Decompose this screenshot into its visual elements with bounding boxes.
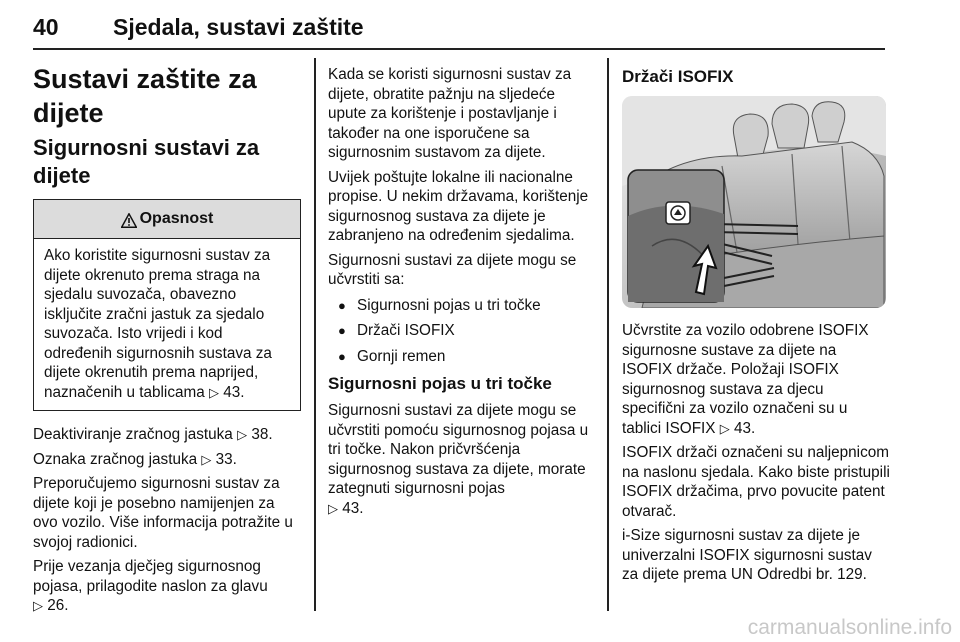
page-reference-link[interactable]: ▷ 43. — [208, 383, 245, 401]
warning-text: Ako koristite sigurnosni sustav za dijete okrenuto prema straga na sjedalu suvozača, obavezno isključite zračni jastuk za sjedalo suvozača. Isto vrijedi i kod određenih sigurnosnih sustava za dijete okrenutih prema naprijed, naznačenih u tablicama ▷ 43. — [44, 247, 272, 401]
section-heading: Sigurnosni sustavi za dijete — [33, 135, 260, 188]
paragraph: Sigurnosni sustavi za dijete mogu se učvrstiti sa: — [328, 251, 577, 288]
page-number: 40 — [33, 14, 59, 40]
reference-arrow-icon: ▷ — [208, 384, 219, 400]
subsection-heading: Sigurnosni pojas u tri točke — [328, 374, 552, 393]
reference-arrow-icon: ▷ — [33, 598, 43, 613]
fastening-list — [328, 296, 590, 367]
column-divider — [314, 58, 316, 611]
chapter-title: Sustavi zaštite za dijete — [33, 64, 257, 128]
reference-arrow-icon: ▷ — [719, 420, 730, 436]
paragraph: Preporučujemo sigurnosni sustav za dijete koji je posebno namijenjen za ovo vozilo. Više informacija potražite u svojoj radionici. — [33, 475, 293, 551]
warning-triangle-icon — [121, 213, 137, 228]
paragraph: Učvrstite za vozilo odobrene ISOFIX sigurnosne sustave za dijete na ISOFIX držače. Položaji ISOFIX sigurnosnog sustava za djecu specifični za vozilo označeni su u tablici ISOFIX ▷ 43. — [622, 322, 869, 437]
bullet-icon: ● — [338, 297, 346, 313]
warning-box — [33, 199, 301, 411]
section-title: Sjedala, sustavi zaštite — [113, 14, 364, 40]
reference-arrow-icon: ▷ — [328, 500, 338, 516]
list-item: ● Sigurnosni pojas u tri točke — [338, 296, 541, 314]
page-reference-link[interactable]: ▷ 33. — [201, 450, 237, 468]
list-item: ● Držači ISOFIX — [338, 322, 455, 339]
paragraph: i-Size sigurnosni sustav za dijete je univerzalni ISOFIX sigurnosni sustav za dijete prema UN Odredbi br. 129. — [622, 527, 872, 583]
paragraph: Kada se koristi sigurnosni sustav za dijete, obratite pažnju na sljedeće upute za korištenje i postavljanje i također na one isporučene sa sigurnosnim sustavom za dijete. — [328, 66, 572, 161]
warning-header — [34, 200, 300, 239]
paragraph: Uvijek poštujte lokalne ili nacionalne propise. U nekim državama, korištenje sigurnosnog sustava za dijete je zabranjeno na određenim sjedalima. — [328, 168, 589, 244]
column-1 — [33, 58, 301, 621]
watermark: carmanualsonline.info — [747, 616, 952, 639]
bullet-icon: ● — [338, 348, 346, 364]
paragraph: Deaktiviranje zračnog jastuka ▷ 38. — [33, 426, 273, 443]
paragraph: Prije vezanja dječjeg sigurnosnog pojasa, prilagodite naslon za glavu ▷ 26. — [33, 558, 268, 614]
paragraph: Sigurnosni sustavi za dijete mogu se učvrstiti pomoću sigurnosnog pojasa u tri točke. Nakon pričvršćenja sigurnosnog sustava za dijete, morate zategnuti sigurnosni pojas ▷ 43. — [328, 402, 589, 517]
bullet-icon: ● — [338, 323, 346, 338]
isofix-seat-illustration — [622, 96, 886, 308]
warning-title: Opasnost — [139, 210, 214, 227]
list-item: ● Gornji remen — [338, 347, 446, 365]
page-reference-link[interactable]: ▷ 26. — [33, 597, 69, 614]
subsection-heading: Držači ISOFIX — [622, 67, 734, 86]
column-divider — [607, 58, 609, 611]
paragraph: Oznaka zračnog jastuka ▷ 33. — [33, 450, 237, 468]
paragraph: ISOFIX držači označeni su naljepnicom na naslonu sjedala. Kako biste pristupili ISOFIX držačima, prvo povucite patent otvarač. — [622, 444, 890, 520]
page-reference-link[interactable]: ▷ 38. — [237, 426, 273, 443]
page-reference-link[interactable]: ▷ 43. — [328, 499, 364, 517]
reference-arrow-icon: ▷ — [237, 427, 248, 442]
page-reference-link[interactable]: ▷ 43. — [719, 419, 756, 437]
header-rule — [33, 48, 885, 50]
page-header — [33, 14, 885, 48]
column-2 — [328, 58, 590, 523]
reference-arrow-icon: ▷ — [201, 451, 212, 467]
column-3 — [622, 58, 890, 590]
